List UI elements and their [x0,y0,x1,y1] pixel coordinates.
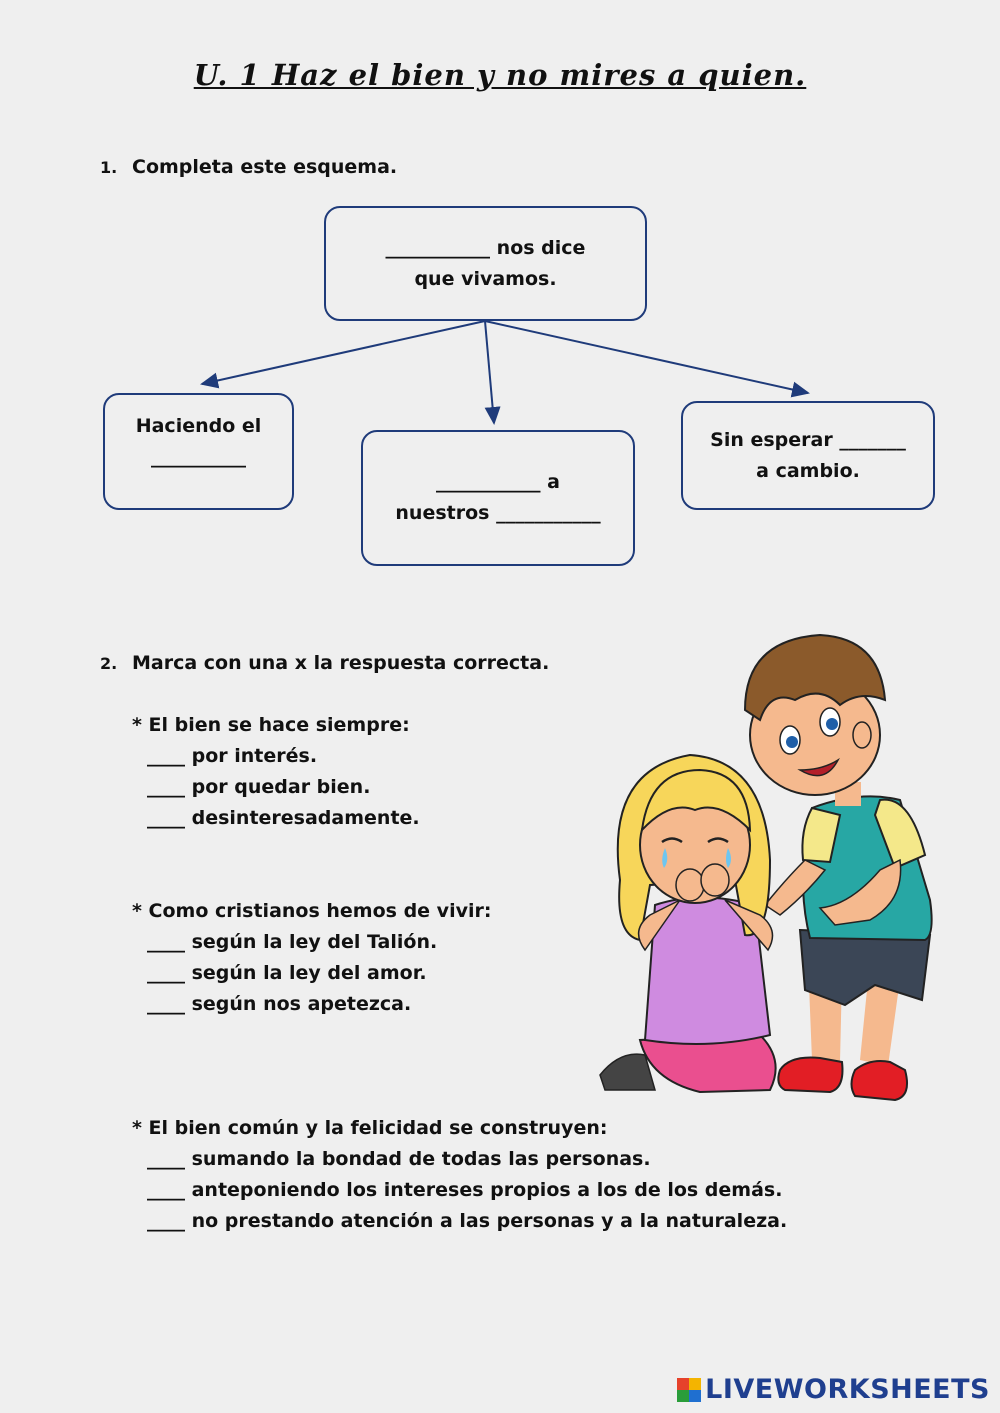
box-line: __________ [151,446,246,468]
group-2-prompt: * Como cristianos hemos de vivir: [132,900,492,922]
option[interactable]: ____ según la ley del Talión. [147,931,438,953]
option[interactable]: ____ por quedar bien. [147,776,371,798]
diagram-box-left [103,393,294,510]
question-text: Marca con una x la respuesta correcta. [132,652,550,674]
liveworksheets-logo [677,1374,990,1405]
box-line: a cambio. [756,459,860,482]
arrow-middle [485,321,494,423]
box-line: que vivamos. [414,267,557,290]
option[interactable]: ____ según nos apetezca. [147,993,412,1015]
box-line: ___________ nos dice [385,236,586,259]
page-title: U. 1 Haz el bien y no mires a quien. [193,58,807,92]
arrow-left [202,321,485,384]
liveworksheets-icon [677,1378,701,1402]
box-line: Haciendo el [135,415,262,437]
question-number: 2. [100,654,118,673]
box-line: Sin esperar _______ [710,428,906,451]
logo-letters [677,1378,689,1390]
question-number: 1. [100,158,118,177]
option[interactable]: ____ por interés. [147,745,318,767]
option[interactable]: ____ desinteresadamente. [147,807,420,829]
option[interactable]: ____ según la ley del amor. [147,962,427,984]
diagram-box-top [324,206,647,321]
group-3-prompt: * El bien común y la felicidad se construyen: [132,1117,608,1139]
diagram-box-right [681,401,935,510]
box-line: ___________ a [436,471,560,493]
option[interactable]: ____ anteponiendo los intereses propios a los de los demás. [147,1179,783,1201]
diagram-box-middle [361,430,635,566]
option[interactable]: ____ sumando la bondad de todas las personas. [147,1148,651,1170]
box-line: nuestros ___________ [395,502,601,524]
brand-text: LIVEWORKSHEETS [705,1374,990,1405]
group-1-prompt: * El bien se hace siempre: [132,714,410,736]
question-text: Completa este esquema. [132,156,398,178]
arrow-right [485,321,808,393]
option[interactable]: ____ no prestando atención a las personas y a la naturaleza. [147,1210,788,1232]
question-2-heading [100,652,549,674]
